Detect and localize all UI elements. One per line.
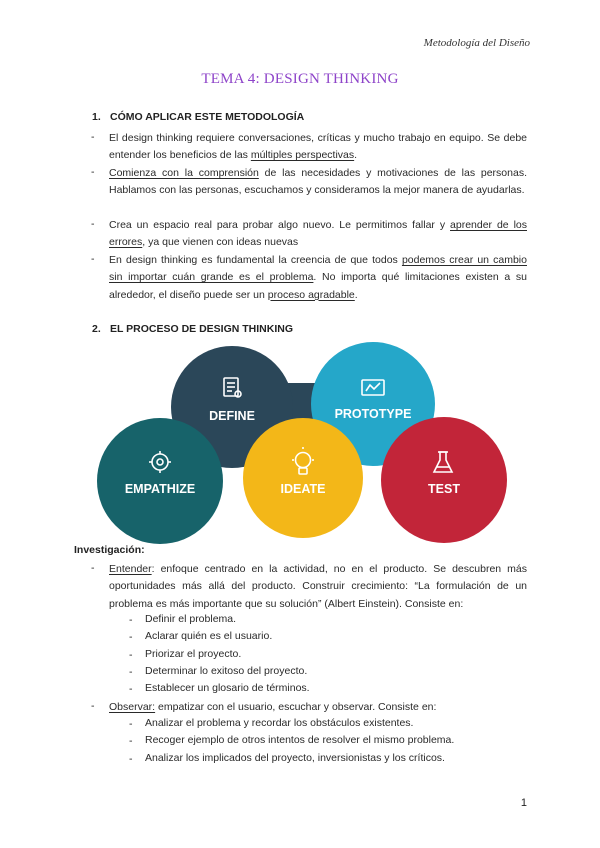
section-2-heading xyxy=(92,323,293,335)
underlined-term: aprender de los errores xyxy=(109,219,527,249)
section-1-heading xyxy=(92,111,304,123)
sub-bullet-dash: - xyxy=(129,614,133,626)
bullet-dash: - xyxy=(91,131,95,143)
sub-bullet-dash: - xyxy=(129,631,133,644)
running-header: Metodología del Diseño xyxy=(423,37,530,49)
bullet-dash: - xyxy=(91,166,95,178)
test-circle xyxy=(381,417,507,543)
bullet-dash: - xyxy=(91,562,95,574)
sub-bullet-dash: - xyxy=(129,648,133,661)
investigacion-heading: Investigación: xyxy=(74,544,145,556)
page-title: TEMA 4: DESIGN THINKING xyxy=(201,71,399,87)
sub-bullet-dash: - xyxy=(129,718,133,730)
stage-test xyxy=(381,417,507,543)
observar-paragraph: Observar: empatizar con el usuario, escuchar y observar. Consiste en: xyxy=(109,701,437,713)
sub-list-item: Analizar los implicados del proyecto, inversionistas y los críticos. xyxy=(145,751,445,764)
observar-label: Observar: xyxy=(109,701,156,713)
prototype-label: PROTOTYPE xyxy=(334,407,412,421)
underlined-term: múltiples perspectivas xyxy=(250,149,355,162)
section-2-title: EL PROCESO DE DESIGN THINKING xyxy=(110,323,293,335)
ideate-label: IDEATE xyxy=(280,482,326,496)
bullet-dash: - xyxy=(91,700,95,712)
section-1-title: CÓMO APLICAR ESTE METODOLOGÍA xyxy=(110,111,305,123)
test-label: TEST xyxy=(428,482,460,496)
sub-list-item: Definir el problema. xyxy=(145,613,237,625)
sub-list-item: Recoger ejemplo de otros intentos de resolver el mismo problema. xyxy=(145,734,455,747)
section-2-number: 2. xyxy=(92,323,101,335)
section-1-number: 1. xyxy=(92,111,101,123)
ideate-circle xyxy=(243,418,363,538)
sub-list-item: Determinar lo exitoso del proyecto. xyxy=(145,664,308,677)
entender-paragraph: Entender: enfoque centrado en la actividad, no en el producto. Se descubren más oportunidades más allá del producto. Construir crecimiento: “La formulación de un problema es más importante que su solución” (Albert Einstein). Consiste en: xyxy=(109,563,527,610)
underlined-term: podemos crear un cambio sin importar cuán grande es el problema xyxy=(109,254,527,284)
sub-list-item: Priorizar el proyecto. xyxy=(145,647,242,660)
sub-list-item: Establecer un glosario de términos. xyxy=(145,682,310,695)
stage-empathize xyxy=(97,418,223,544)
section-1-bullet-4: En design thinking es fundamental la creencia de que todos podemos crear un cambio sin importar cuán grande es el problema. No importa qué limitaciones existen a su alrededor, el diseño puede ser un proceso agradable. xyxy=(109,254,527,301)
sub-list-item: Aclarar quién es el usuario. xyxy=(145,630,273,643)
stage-ideate xyxy=(243,418,363,538)
underlined-term: proceso agradable xyxy=(267,288,355,301)
page-number: 1 xyxy=(520,797,527,809)
empathize-label: EMPATHIZE xyxy=(124,482,196,496)
sub-bullet-dash: - xyxy=(129,752,133,765)
section-1-bullet-3: Crea un espacio real para probar algo nuevo. Le permitimos fallar y aprender de los errores, ya que vienen con ideas nuevas xyxy=(109,219,527,249)
entender-label: Entender xyxy=(109,563,152,575)
sub-bullet-dash: - xyxy=(129,665,133,678)
bullet-dash: - xyxy=(91,253,95,265)
sub-bullet-dash: - xyxy=(129,735,133,748)
sub-list-item: Analizar el problema y recordar los obstáculos existentes. xyxy=(145,717,414,729)
define-label: DEFINE xyxy=(209,409,255,423)
section-1-bullet-2: Comienza con la comprensión de las necesidades y motivaciones de las personas. Hablamos con las personas, escuchamos y consideramos la mejor manera de ayudarlas. xyxy=(109,167,527,197)
empathize-circle xyxy=(97,418,223,544)
bullet-dash: - xyxy=(91,218,95,230)
section-1-bullet-1: El design thinking requiere conversaciones, críticas y mucho trabajo en equipo. Se debe entender los beneficios de las múltiples perspectivas. xyxy=(109,132,527,162)
sub-bullet-dash: - xyxy=(129,683,133,696)
underlined-term: Comienza con la comprensión xyxy=(109,167,259,179)
